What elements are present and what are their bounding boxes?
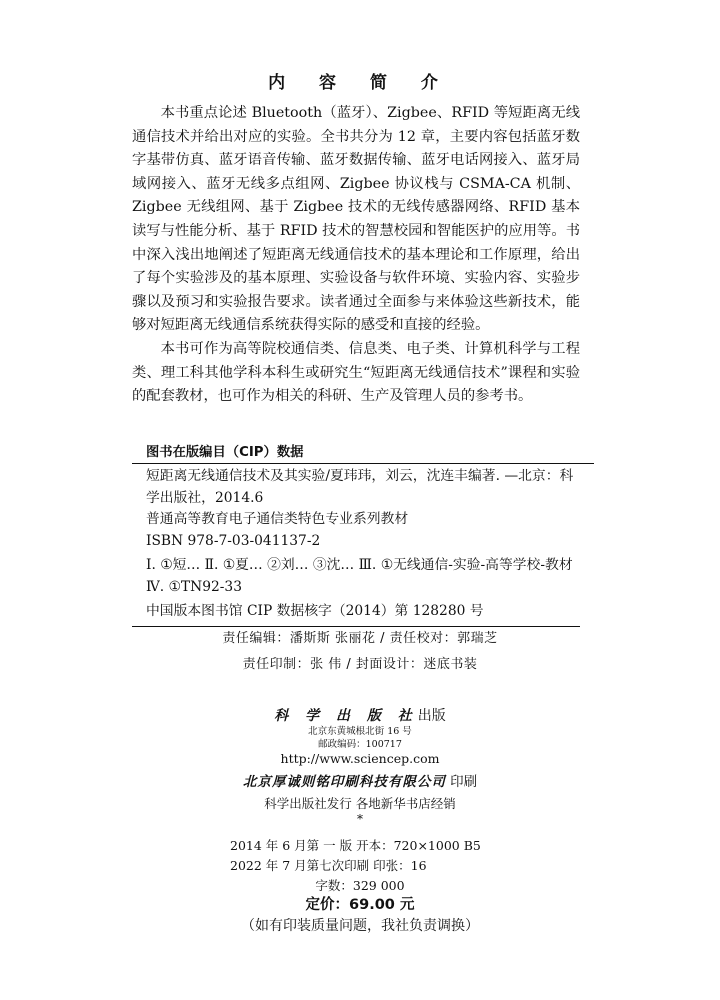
intro-paragraph-2: 本书可作为高等院校通信类、信息类、电子类、计算机科学与工程类、理工科其他学科本科生或研究生“短距离无线通信技术”课程和实验的配套教材，也可作为相关的科研、生产及管理人员的参考书。 xyxy=(132,340,580,405)
printer-line xyxy=(0,770,720,790)
page-title: 内 容 简 介 xyxy=(268,73,452,93)
publisher-postcode: 邮政编码：100717 xyxy=(318,739,402,750)
printer-suffix: 印刷 xyxy=(450,774,478,790)
cip-record-line: 中国版本图书馆 CIP 数据核字（2014）第 128280 号 xyxy=(132,601,580,627)
cip-isbn-line: ISBN 978-7-03-041137-2 xyxy=(146,532,321,549)
publisher-line xyxy=(0,705,720,725)
price: 定价：69.00 元 xyxy=(305,897,415,913)
cip-heading: 图书在版编目（CIP）数据 xyxy=(132,441,594,464)
distribution-line: 科学出版社发行 各地新华书店经销 xyxy=(264,796,456,811)
word-count: 字数：329 000 xyxy=(315,878,405,893)
edition-first: 2014 年 6 月第 一 版 开本：720×1000 B5 xyxy=(230,838,481,853)
publisher-name: 科 学 出 版 社 xyxy=(274,708,418,724)
separator-star: * xyxy=(357,812,363,826)
cip-classification-line: Ⅰ. ①短… Ⅱ. ①夏… ②刘… ③沈… Ⅲ. ①无线通信-实验-高等学校-教材 Ⅳ. ①TN92-33 xyxy=(146,557,573,595)
quality-note: （如有印装质量问题，我社负责调换） xyxy=(241,918,479,934)
credits-print-design: 责任印制：张 伟 / 封面设计：迷底书装 xyxy=(242,657,478,672)
cip-series-line: 普通高等教育电子通信类特色专业系列教材 xyxy=(146,511,409,527)
printer-name: 北京厚诚则铭印刷科技有限公司 xyxy=(242,774,446,790)
cip-title-line: 短距离无线通信技术及其实验/夏玮玮，刘云，沈连丰编著. —北京：科学出版社，2014.6 xyxy=(146,468,574,506)
credits-editors: 责任编辑：潘斯斯 张丽花 / 责任校对：郭瑞芝 xyxy=(222,631,498,646)
publisher-url: http://www.sciencep.com xyxy=(280,751,440,766)
publisher-suffix: 出版 xyxy=(417,708,446,724)
cip-block xyxy=(132,466,580,627)
publisher-address: 北京东黄城根北街 16 号 xyxy=(308,726,412,737)
intro-paragraph-1: 本书重点论述 Bluetooth（蓝牙）、Zigbee、RFID 等短距离无线通信技术并给出对应的实验。全书共分为 12 章，主要内容包括蓝牙数字基带仿真、蓝牙语音传输、蓝牙数据传输、蓝牙电话网接入、蓝牙局域网接入、蓝牙无线多点组网、Zigbee 协议栈与 CSMA-CA 机制、Zigbee 无线组网、基于 Zigbee 技术的无线传感器网络、RFID 基本读写与性能分析、基于 RFID 技术的智慧校园和智能医护的应用等。书中深入浅出地阐述了短距离无线通信技术的基本理论和工作原理，给出了每个实验涉及的基本原理、实验设备与软件环境、实验内容、实验步骤以及预习和实验报告要求。读者通过全面参与来体验这些新技术，能够对短距离无线通信系统获得实际的感受和直接的经验。 xyxy=(132,105,580,334)
edition-reprint: 2022 年 7 月第七次印刷 印张：16 xyxy=(230,858,427,873)
intro-section xyxy=(132,102,580,409)
